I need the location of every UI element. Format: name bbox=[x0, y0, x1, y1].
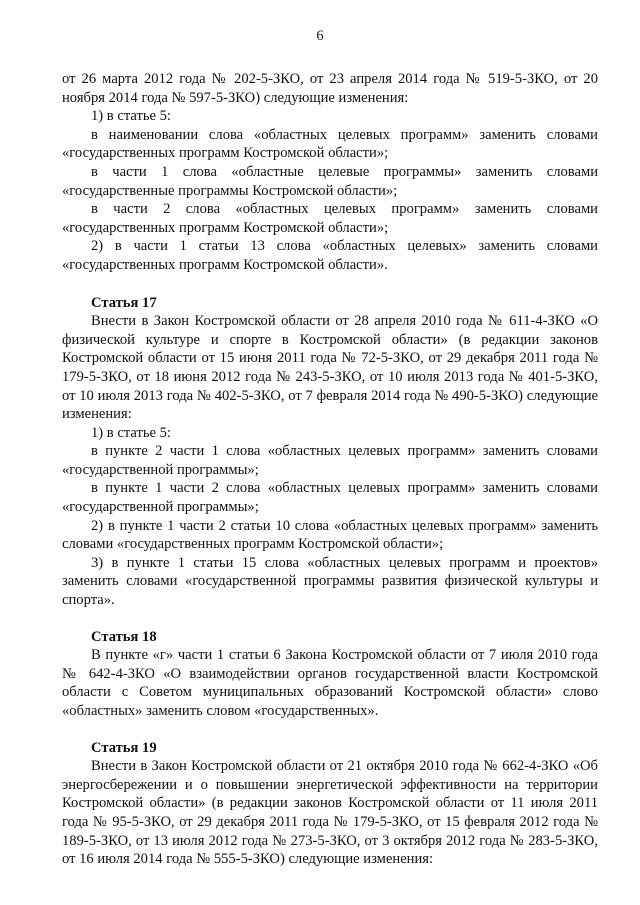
article-18-text: В пункте «г» части 1 статьи 6 Закона Костромской области от 7 июля 2010 года № 642-4-ЗКО «О взаимодействии органов государственной власти Костромской области с Советом муниципальных образований Костромской области» слово «областных» заменить словом «государственных». bbox=[62, 647, 598, 719]
article-17-heading: Статья 17 bbox=[91, 294, 157, 311]
intro-continuation: от 26 марта 2012 года № 202-5-ЗКО, от 23 апреля 2014 года № 519-5-ЗКО, от 20 ноября 2014 года № 597-5-ЗКО) следующие изменения: bbox=[62, 71, 598, 106]
article-19-heading: Статья 19 bbox=[91, 739, 157, 756]
article-17-lead: Внести в Закон Костромской области от 28 апреля 2010 года № 611-4-ЗКО «О физической культуре и спорте в Костромской области» (в редакции законов Костромской области от 15 июня 2011 года № 72-5-ЗКО, от 29 декабря 2011 года № 179-5-ЗКО, от 18 июня 2012 года № 243-5-ЗКО, от 10 июля 2013 года № 401-5-ЗКО, от 10 июля 2013 года № 402-5-ЗКО, от 7 февраля 2014 года № 490-5-ЗКО) следующие изменения: bbox=[62, 313, 598, 423]
article-19-lead: Внести в Закон Костромской области от 21 октября 2010 года № 662-4-ЗКО «Об энергосбережении и о повышении энергетической эффективности на территории Костромской области» (в редакции законов Костромской области от 11 июля 2011 года № 95-5-ЗКО, от 29 декабря 2011 года № 179-5-ЗКО, от 15 февраля 2012 года № 189-5-ЗКО, от 13 июля 2012 года № 273-5-ЗКО, от 3 октября 2012 года № 283-5-ЗКО, от 16 июля 2014 года № 555-5-ЗКО) следующие изменения: bbox=[62, 758, 598, 868]
intro-item: 2) в части 1 статьи 13 слова «областных целевых» заменить словами «государственных программ Костромской области». bbox=[62, 238, 598, 273]
article-17-item: 1) в статье 5: bbox=[91, 424, 171, 441]
intro-item: в части 1 слова «областные целевые программы» заменить словами «государственные программы Костромской области»; bbox=[62, 163, 598, 199]
article-17-item: 3) в пункте 1 статьи 15 слова «областных целевых программ и проектов» заменить словами «государственной программы развития физической культуры и спорта». bbox=[62, 554, 598, 609]
document-body bbox=[62, 70, 598, 869]
intro-item: в части 2 слова «областных целевых программ» заменить словами «государственных программ Костромской области»; bbox=[62, 201, 598, 236]
intro-item: 1) в статье 5: bbox=[91, 108, 171, 125]
article-18-heading: Статья 18 bbox=[91, 628, 157, 645]
article-17-item: 2) в пункте 1 части 2 статьи 10 слова «областных целевых программ» заменить словами «государственных программ Костромской области»; bbox=[62, 517, 598, 553]
intro-item: в наименовании слова «областных целевых программ» заменить словами «государственных программ Костромской области»; bbox=[62, 126, 598, 162]
page-number: 6 bbox=[316, 28, 324, 44]
article-17-item: в пункте 2 части 1 слова «областных целевых программ» заменить словами «государственной программы»; bbox=[62, 443, 598, 478]
article-17-item: в пункте 1 части 2 слова «областных целевых программ» заменить словами «государственной программы»; bbox=[62, 480, 598, 516]
